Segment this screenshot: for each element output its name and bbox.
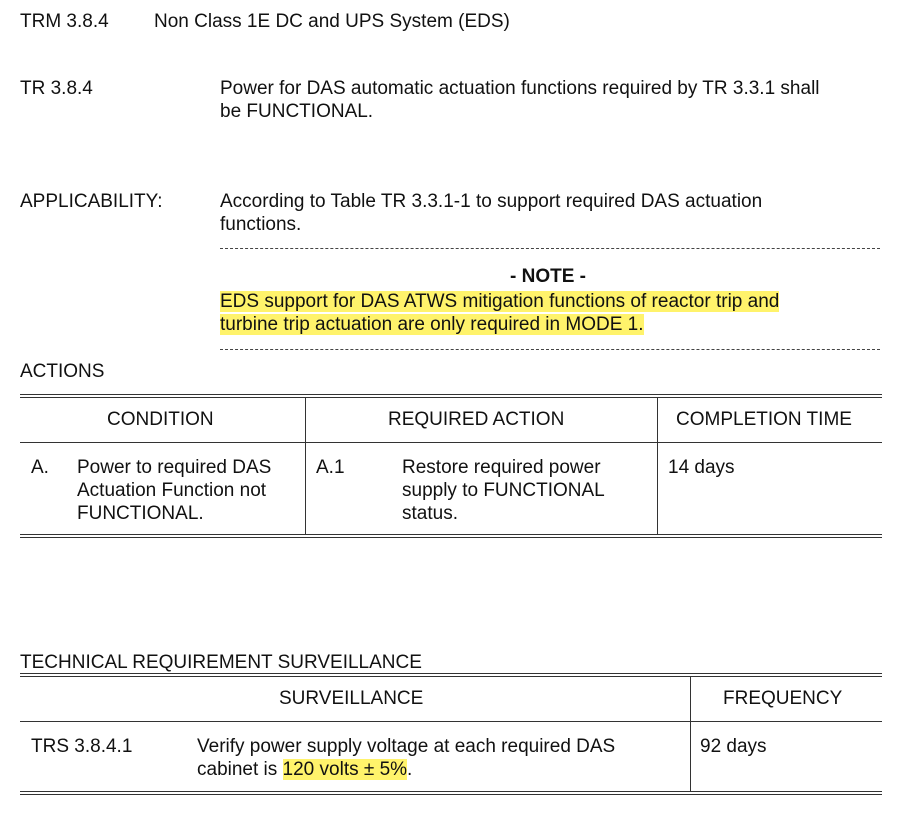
- actions-col-required-action: REQUIRED ACTION: [388, 409, 565, 430]
- requirement-text-line1: Power for DAS automatic actuation functions required by TR 3.3.1 shall: [220, 78, 820, 99]
- actions-table-bottom-rule: [20, 534, 882, 538]
- actions-col-completion-time: COMPLETION TIME: [676, 409, 852, 430]
- voltage-requirement: 120 volts ± 5%: [282, 759, 408, 780]
- note-bottom-divider: [220, 349, 880, 350]
- action-text: status.: [402, 503, 458, 524]
- note-title: - NOTE -: [510, 266, 586, 287]
- action-id: A.1: [316, 457, 345, 478]
- condition-text: FUNCTIONAL.: [77, 503, 204, 524]
- applicability-text-line1: According to Table TR 3.3.1-1 to support required DAS actuation: [220, 191, 763, 212]
- note-text-line2: turbine trip actuation are only required in MODE 1.: [220, 314, 644, 335]
- action-text: supply to FUNCTIONAL: [402, 480, 605, 501]
- applicability-text-line2: functions.: [220, 214, 302, 235]
- requirement-label: TR 3.8.4: [20, 78, 93, 99]
- actions-col-condition: CONDITION: [107, 409, 214, 430]
- surveillance-text-suffix: .: [407, 759, 413, 780]
- surveillance-table-top-rule: [20, 673, 882, 677]
- condition-text: Actuation Function not: [77, 480, 267, 501]
- surveillance-col-frequency: FREQUENCY: [723, 688, 843, 709]
- surveillance-header-rule: [20, 721, 882, 722]
- actions-col-divider: [657, 397, 658, 535]
- actions-col-divider: [305, 397, 306, 535]
- surveillance-table-bottom-rule: [20, 791, 882, 795]
- actions-heading: ACTIONS: [20, 361, 105, 382]
- trm-number: TRM 3.8.4: [20, 11, 109, 32]
- condition-text: Power to required DAS: [77, 457, 272, 478]
- surveillance-col-divider: [690, 676, 691, 792]
- action-text: Restore required power: [402, 457, 601, 478]
- surveillance-text-line1: Verify power supply voltage at each required DAS: [197, 736, 616, 757]
- note-top-divider: [220, 248, 880, 249]
- surveillance-text-prefix: cabinet is: [197, 759, 283, 780]
- actions-header-rule: [20, 442, 882, 443]
- surveillance-frequency: 92 days: [700, 736, 767, 757]
- note-text-line1: EDS support for DAS ATWS mitigation functions of reactor trip and: [220, 291, 780, 312]
- condition-id: A.: [31, 457, 49, 478]
- page-title: Non Class 1E DC and UPS System (EDS): [154, 11, 510, 32]
- completion-time: 14 days: [668, 457, 735, 478]
- surveillance-col-surveillance: SURVEILLANCE: [279, 688, 424, 709]
- surveillance-text-line2: [197, 758, 412, 781]
- applicability-label: APPLICABILITY:: [20, 191, 163, 212]
- actions-table-top-rule: [20, 394, 882, 398]
- surveillance-id: TRS 3.8.4.1: [31, 736, 133, 757]
- requirement-text-line2: be FUNCTIONAL.: [220, 101, 374, 122]
- surveillance-heading: TECHNICAL REQUIREMENT SURVEILLANCE: [20, 652, 422, 673]
